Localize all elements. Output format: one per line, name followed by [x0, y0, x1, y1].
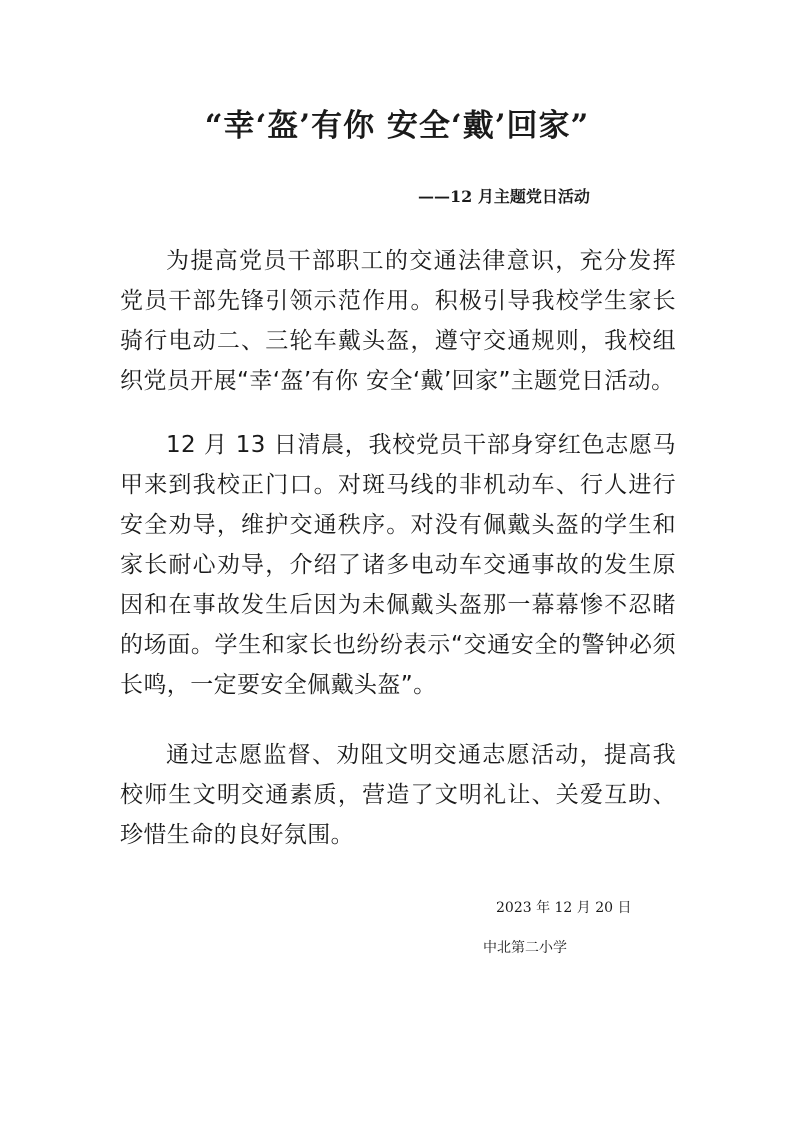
document-date: 2023 年 12 月 20 日: [496, 900, 632, 916]
paragraph-text: 12 月 13 日清晨，我校党员干部身穿红色志愿马甲来到我校正门口。对斑马线的非机动车、行人进行安全劝导，维护交通秩序。对没有佩戴头盔的学生和家长耐心劝导，介绍了诸多电动车交通事故的发生原因和在事故发生后因为未佩戴头盔那一幕幕惨不忍睹的场面。学生和家长也纷纷表示“交通安全的警钟必须长鸣，一定要安全佩戴头盔”。: [120, 432, 676, 698]
paragraph-text: 通过志愿监督、劝阻文明交通志愿活动，提高我校师生文明交通素质，营造了文明礼让、关爱互助、珍惜生命的良好氛围。: [120, 742, 676, 848]
document-title: “幸‘盔’有你 安全‘戴’回家”: [204, 108, 590, 144]
body-paragraph: [120, 735, 676, 855]
paragraph-text: 为提高党员干部职工的交通法律意识，充分发挥党员干部先锋引领示范作用。积极引导我校学生家长骑行电动二、三轮车戴头盔，遵守交通规则，我校组织党员开展“幸‘盔’有你 安全‘戴’回家”主题党日活动。: [120, 248, 676, 394]
body-paragraph: [120, 425, 676, 705]
body-paragraph: [120, 241, 676, 401]
document-signature: 中北第二小学: [483, 940, 567, 956]
document-subtitle: ——12 月主题党日活动: [418, 187, 590, 206]
